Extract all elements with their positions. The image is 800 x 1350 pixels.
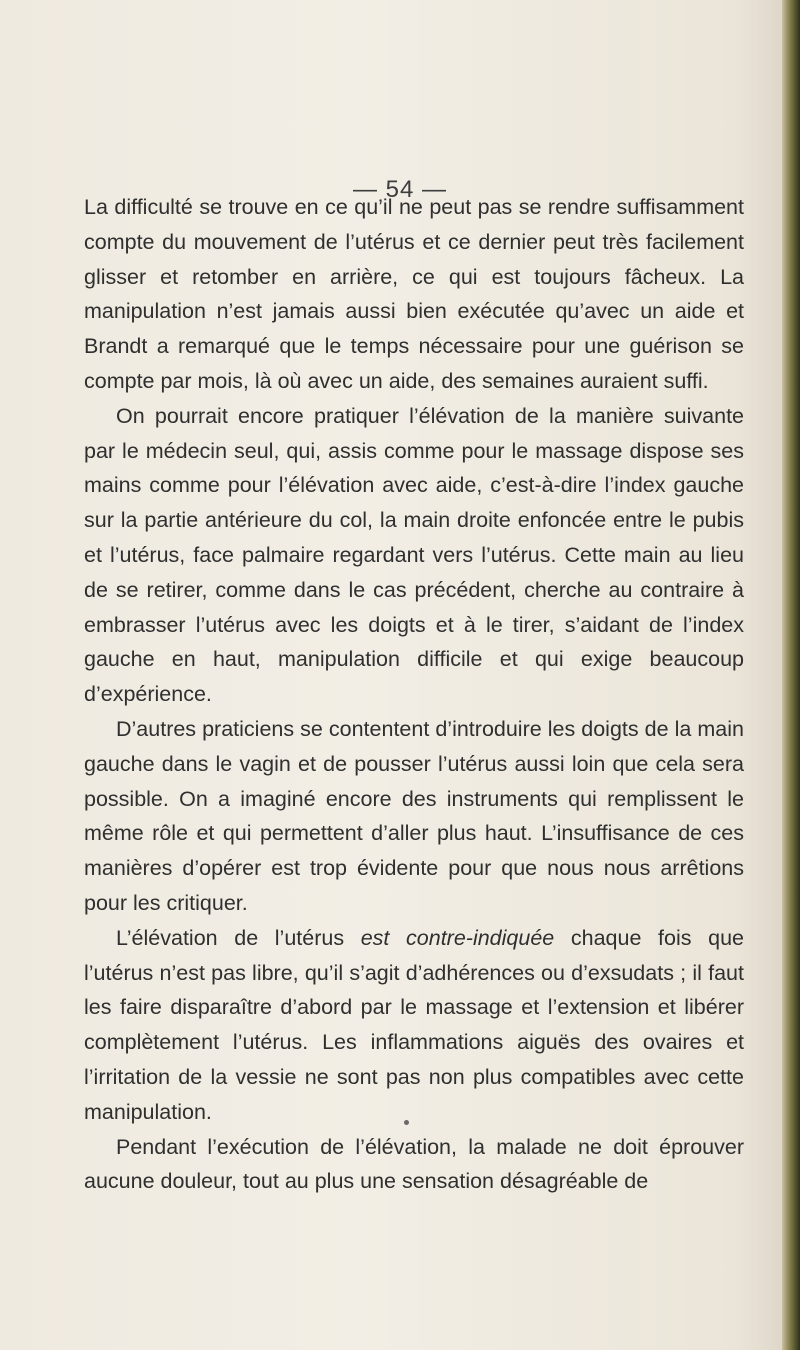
body-text: [84, 190, 744, 1199]
paragraph-4-after: chaque fois que l’utérus n’est pas libre, qu’il s’agit d’adhérences ou d’exsudats ; il faut les faire disparaître d’abord par le massage et l’extension et libérer complètement l’utérus. Les inflammations aiguës des ovaires et l’irritation de la vessie ne sont pas non plus compatibles avec cette manipulation.: [84, 925, 744, 1124]
paragraph-1: La difficulté se trouve en ce qu’il ne peut pas se rendre suffisamment compte du mouvement de l’utérus et ce dernier peut très facilement glisser et retomber en arrière, ce qui est toujours fâcheux. La manipulation n’est jamais aussi bien exécutée qu’avec un aide et Brandt a remarqué que le temps nécessaire pour une guérison se compte par mois, là où avec un aide, des semaines auraient suffi.: [84, 195, 744, 393]
paragraph-5: Pendant l’exécution de l’élévation, la malade ne doit éprouver aucune douleur, tout au plus une sensation désagréable de: [84, 1134, 744, 1194]
paragraph-2: On pourrait encore pratiquer l’élévation de la manière suivante par le médecin seul, qui, assis comme pour le massage dispose ses mains comme pour l’élévation avec aide, c’est-à-dire l’index gauche sur la partie antérieure du col, la main droite enfoncée entre le pubis et l’utérus, face palmaire regardant vers l’utérus. Cette main au lieu de se retirer, comme dans le cas précédent, cherche au contraire à embrasser l’utérus avec les doigts et à le tirer, s’aidant de l’index gauche en haut, manipulation difficile et qui exige beaucoup d’expérience.: [84, 403, 744, 707]
paragraph-4-before: L’élévation de l’utérus: [116, 925, 361, 950]
paper-speck: [404, 1120, 409, 1125]
paragraph-4-italic: est contre-indiquée: [360, 925, 555, 950]
paragraph-4: [84, 921, 744, 1130]
page-number: — 54 —: [352, 176, 448, 203]
paragraph-3: D’autres praticiens se contentent d’introduire les doigts de la main gauche dans le vagin et de pousser l’utérus aussi loin que cela sera possible. On a imaginé encore des instruments qui remplissent le même rôle et qui permettent d’aller plus haut. L’insuffisance de ces manières d’opérer est trop évidente pour que nous nous arrêtions pour les critiquer.: [84, 716, 744, 915]
